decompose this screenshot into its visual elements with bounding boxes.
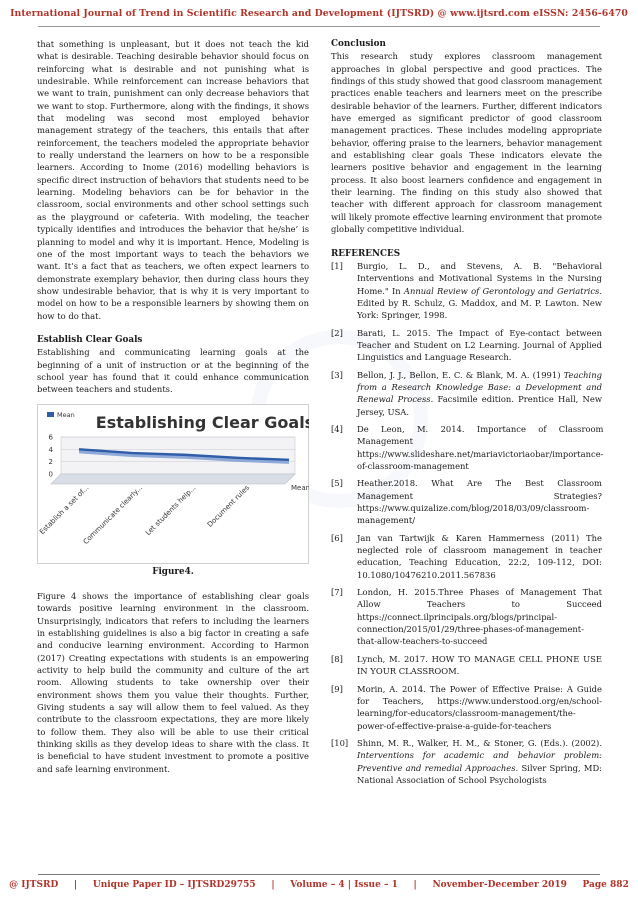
y-tick-label: 2 <box>48 457 53 466</box>
reference-number: [10] <box>331 737 349 748</box>
reference-item <box>331 532 602 581</box>
reference-number: [7] <box>331 587 343 598</box>
figure-caption: Figure4. <box>152 566 194 577</box>
reference-text: Barati, L. 2015. The Impact of Eye-contact between Teacher and Student on L2 Learning. Journal of Applied Linguistics and Language Research. <box>357 327 602 363</box>
reference-number: [9] <box>331 683 343 694</box>
reference-text: London, H. 2015.Three Phases of Management That Allow Teachers to Succeed https://connect.ilprincipals.org/blogs/principal-connection/2015/01/29/three-phases-of-management-that-allow-teachers-to-succeed <box>357 587 602 647</box>
reference-text: Burgio, L. D., and Stevens, A. B. "Behavioral Interventions and Motivational Systems in the Nursing Home." In Annual Review of Gerontology and Geriatrics. Edited by R. Schulz, G. Maddox, and M. P. Lawton. New York: Springer, 1998. <box>357 260 602 321</box>
reference-text: Morin, A. 2014. The Power of Effective Praise: A Guide for Teachers, https://www.understood.org/en/school-learning/for-educators/classroom-management/the-power-of-effective-praise-a-guide-for-teachers <box>357 683 602 731</box>
legend-label: Mean <box>57 410 75 419</box>
reference-text: De Leon, M. 2014. Importance of Classroom Management https://www.slideshare.net/mariavictoriaobar/importance-of-classroom-management <box>357 423 604 471</box>
reference-text: Shinn, M. R., Walker, H. M., & Stoner, G. (Eds.). (2002). Interventions for academic and behavior problem: Preventive and remedial Approaches. Silver Spring, MD: National Association of School Psychologists <box>357 737 602 785</box>
y-tick-label: 6 <box>48 433 53 442</box>
reference-text: Heather.2018. What Are The Best Classroom Management Strategies? https://www.quizalize.com/blog/2018/03/09/classroom-management/ <box>357 478 602 526</box>
section-heading-establish-clear-goals: Establish Clear Goals <box>37 334 143 345</box>
paragraph-goals-intro: Establishing and communicating learning goals at the beginning of a unit of instruction or at the beginning of the school year has found that it could enhance communication between teachers and students. <box>37 347 309 395</box>
x-tick-label: Document rules <box>205 483 251 529</box>
reference-item <box>331 653 602 678</box>
reference-number: [2] <box>331 327 343 338</box>
right-column <box>331 38 602 791</box>
x-tick-label: Let students help... <box>144 483 198 537</box>
section-heading-conclusion: Conclusion <box>331 39 386 49</box>
legend-swatch <box>47 412 54 417</box>
depth-axis-label: Mean <box>291 483 309 492</box>
header-divider <box>38 26 600 27</box>
paragraph-figure-discussion: Figure 4 shows the importance of establishing clear goals towards positive learning environment in the classroom. Unsurprisingly, indicators that refers to including the learners in establishing guidelines is also a big factor in creating a safe and conducive learning environment. According to Harmon (2017) Creating expectations with students is an empowering activity to help build the community and culture of the art room. Allowing students to take ownership over their environment shows them you value their thoughts. Further, Giving students a say will allow them to feel valued. As they contribute to the classroom expectations, they are more likely to follow them. They also will be able to use their critical thinking skills as they develop ideas to share with the class. It is beneficial to have student investment to promote a positive and safe learning environment. <box>37 590 309 774</box>
reference-item <box>331 477 602 526</box>
paragraph-conclusion: This research study explores classroom management approaches in global perspective and good practices. The findings of this study showed that good classroom management practices enable teachers and learners meet on the prescribe desirable behavior of the learners. Further, different indicators have emerged as significant predictor of good classroom management practices. These includes modeling appropriate behavior, offering praise to the learners, behavior management and establishing clear goals These indicators elevate the learners positive behavior and engagement in the learning process. It also boost learners confidence and engagement in their learning. The finding on this study also showed that teacher with different approach for classroom management will likely promote effective learning environment that promote globally competitive individual. <box>331 51 602 235</box>
reference-text: Bellon, J. J., Bellon, E. C. & Blank, M. A. (1991) Teaching from a Research Knowledge Base: a Development and Renewal Process. Facsimile edition. Prentice Hall, New Jersey, USA. <box>357 369 602 417</box>
y-tick-label: 0 <box>48 470 53 479</box>
reference-number: [8] <box>331 653 343 664</box>
reference-number: [1] <box>331 260 343 271</box>
figure-chart <box>37 404 309 564</box>
reference-number: [5] <box>331 478 343 489</box>
reference-number: [3] <box>331 369 343 380</box>
reference-list <box>331 260 602 786</box>
section-heading-references: REFERENCES <box>331 248 401 259</box>
x-tick-label: Establish a set of... <box>38 483 91 536</box>
establishing-clear-goals-chart <box>37 404 309 564</box>
reference-item <box>331 327 602 364</box>
reference-item <box>331 423 602 472</box>
reference-item <box>331 683 602 732</box>
reference-item <box>331 737 602 786</box>
reference-item <box>331 586 602 648</box>
paragraph-modeling: that something is unpleasant, but it does not teach the kid what is desirable. Teaching desirable behavior should focus on reinforcing what is desirable and not punishing what is undesirable. While reinforcement can increase behaviors that we want to train, punishment can only decrease behaviors that we want to stop. Furthermore, along with the findings, it shows that modeling was second most employed behavior management strategy of the teachers, this entails that after reinforcement, the teachers modeled the appropriate behavior to really understand the learners on how to be a responsible learners. According to Inome (2016) modelling behaviors is specific direct instruction of behaviors that students need to be learning. Modeling behaviors can be for behavior in the classroom, social environments and other school settings such as the playground or cafeteria. With modeling, the teacher typically identifies and introduces the behavior that he/she’ is planning to model and why it is important. Hence, Modeling is one of the most important ways to teach the behaviors we want. It’s a fact that as teachers, we often expect learners to demonstrate exemplary behavior, then during class hours they show undesirable behavior, that is why it is very important to model on how to be a responsible learners by showing them on how to do that. <box>37 39 309 321</box>
chart-floor <box>51 474 295 484</box>
journal-header: International Journal of Trend in Scientific Research and Development (IJTSRD) @ www.ijtsrd.com eISSN: 2456-6470 <box>10 8 628 19</box>
reference-item <box>331 260 602 322</box>
reference-text: Lynch, M. 2017. HOW TO MANAGE CELL PHONE USE IN YOUR CLASSROOM. <box>357 653 602 677</box>
reference-item <box>331 369 602 418</box>
chart-title: Establishing Clear Goals <box>95 412 309 432</box>
page-footer: @ IJTSRD | Unique Paper ID – IJTSRD29755 | Volume – 4 | Issue – 1 | November-December 2019 Page 882 <box>9 880 629 890</box>
footer-divider <box>38 874 600 875</box>
reference-number: [6] <box>331 532 343 543</box>
x-tick-label: Communicate clearly... <box>81 483 144 546</box>
y-tick-label: 4 <box>48 445 53 454</box>
reference-text: Jan van Tartwijk & Karen Hammerness (2011) The neglected role of classroom management in teacher education, Teaching Education, 22:2, 109-112, DOI: 10.1080/10476210.2011.567836 <box>357 532 602 580</box>
left-column <box>37 38 309 775</box>
reference-number: [4] <box>331 423 343 434</box>
